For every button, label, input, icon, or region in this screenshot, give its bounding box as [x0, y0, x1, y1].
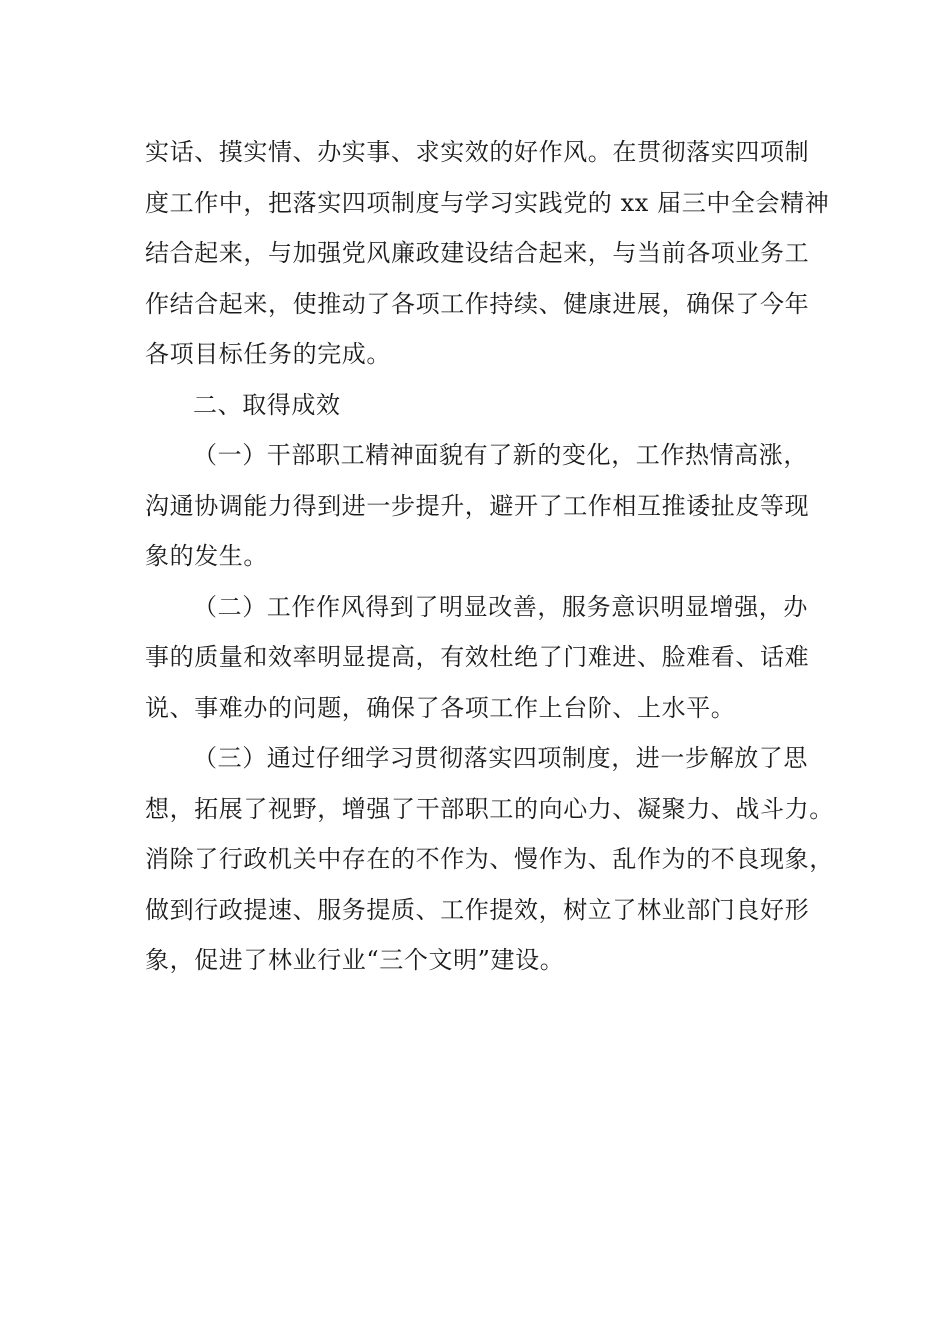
text-line: 想，拓展了视野，增强了干部职工的向心力、凝聚力、战斗力。: [145, 794, 834, 823]
section-heading: 二、取得成效: [193, 390, 341, 419]
text-line: 作结合起来，使推动了各项工作持续、健康进展，确保了今年: [145, 289, 810, 318]
text-line: 做到行政提速、服务提质、工作提效，树立了林业部门良好形: [145, 895, 810, 924]
text-line: 结合起来，与加强党风廉政建设结合起来，与当前各项业务工: [145, 239, 810, 267]
text-line: 事的质量和效率明显提高，有效杜绝了门难进、脸难看、话难: [145, 643, 810, 671]
text-line: 度工作中，把落实四项制度与学习实践党的 xx 届三中全会精神: [145, 188, 830, 217]
text-line: 消除了行政机关中存在的不作为、慢作为、乱作为的不良现象，: [145, 845, 834, 873]
text-line: 沟通协调能力得到进一步提升，避开了工作相互推诿扯皮等现: [145, 491, 810, 520]
text-line: （二）工作作风得到了明显改善，服务意识明显增强，办: [193, 592, 808, 621]
text-line: （一）干部职工精神面貌有了新的变化，工作热情高涨，: [193, 441, 808, 469]
text-line: （三）通过仔细学习贯彻落实四项制度，进一步解放了思: [193, 744, 808, 772]
document-body: [145, 127, 834, 986]
text-line: 说、事难办的问题，确保了各项工作上台阶、上水平。: [145, 693, 736, 722]
text-line: 象，促进了林业行业“三个文明”建设。: [145, 946, 565, 974]
text-line: 实话、摸实情、办实事、求实效的好作风。在贯彻落实四项制: [145, 138, 810, 166]
text-line: 象的发生。: [145, 542, 268, 570]
text-line: 各项目标任务的完成。: [145, 340, 391, 368]
